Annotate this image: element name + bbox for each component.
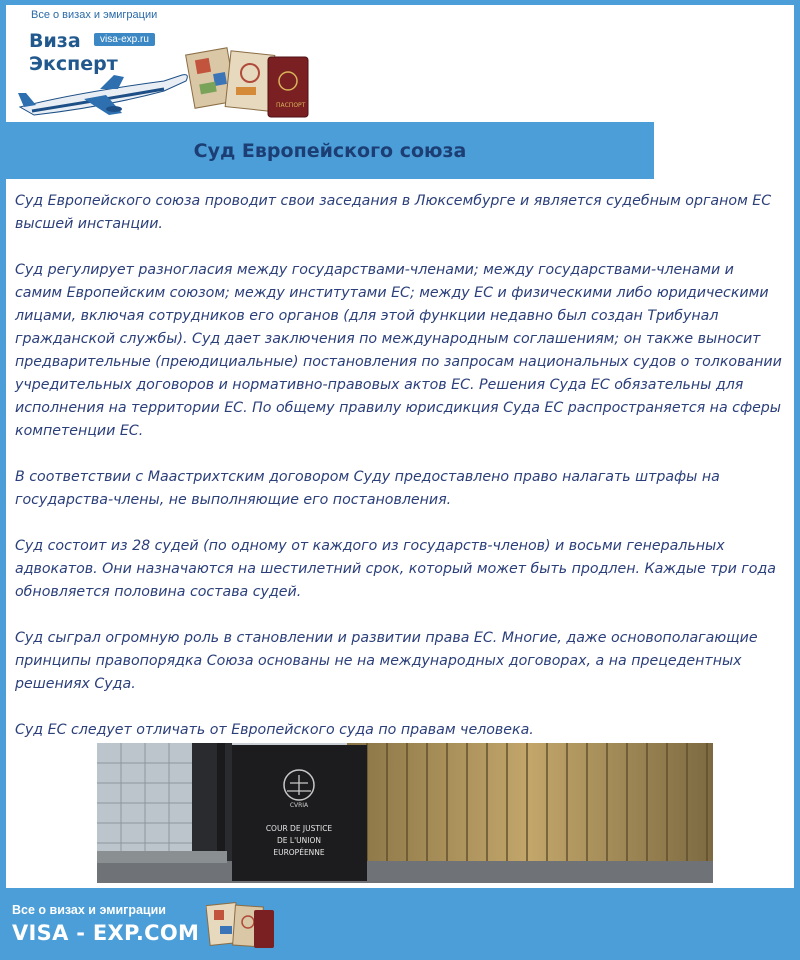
page-title: Суд Европейского союза	[193, 139, 467, 162]
sign-line-2: DE L'UNION	[277, 836, 321, 845]
logo-word-visa: Виза	[29, 30, 81, 52]
footer-tagline: Все о визах и эмиграции	[12, 903, 166, 917]
article-paragraph: Суд сыграл огромную роль в становлении и развитии права ЕС. Многие, даже основополагающие принципы правопорядка Союза основаны не на международных договорах, а на прецедентных решениях Суда.	[15, 630, 758, 692]
sign-line-3: EUROPÉENNE	[273, 848, 325, 857]
logo-word-expert: Эксперт	[29, 53, 118, 75]
footer-domain-link[interactable]: VISA - EXP.COM	[12, 921, 200, 945]
article-paragraph: Суд ЕС следует отличать от Европейского суда по правам человека.	[15, 722, 534, 738]
passport-label: ПАСПОРТ	[276, 102, 306, 109]
logo-domain-badge: visa-exp.ru	[94, 33, 155, 46]
site-logo[interactable]	[14, 23, 314, 123]
article-paragraph: Суд регулирует разногласия между государствами-членами; между государствами-членами и самим Европейским союзом; между институтами ЕС; между ЕС и физическими либо юридическими лицами, включая сотрудников его органов (для этой функции недавно был создан Трибунал гражданской службы). Суд дает заключения по международным соглашениям; он также выносит предварительные (преюдициальные) постановления по запросам национальных судов о толковании учредительных договоров и нормативно-правовых актов ЕС. Решения Суда ЕС обязательны для исполнения на территории ЕС. По общему правилу юрисдикция Суда ЕС распространяется на сферы компетенции ЕС.	[15, 262, 782, 439]
passport-icon	[206, 898, 276, 954]
court-of-justice-photo	[97, 743, 713, 883]
article-paragraph: В соответствии с Маастрихтским договором Суду предоставлено право налагать штрафы на государства-члены, не выполняющие его постановления.	[15, 469, 720, 508]
article-paragraph: Суд состоит из 28 судей (по одному от каждого из государств-членов) и восьми генеральных адвокатов. Они назначаются на шестилетний срок, который может быть продлен. Каждые три года обновляется половина состава судей.	[15, 538, 776, 600]
article-paragraph: Суд Европейского союза проводит свои заседания в Люксембурге и является судебным органом ЕС высшей инстанции.	[15, 193, 772, 232]
sign-emblem-text: CVRIA	[289, 802, 309, 809]
title-banner	[6, 122, 654, 179]
content-card	[6, 5, 794, 888]
sign-line-1: COUR DE JUSTICE	[265, 824, 333, 833]
header-tagline: Все о визах и эмиграции	[31, 9, 158, 21]
article-body	[15, 190, 783, 765]
footer-banner	[0, 888, 800, 960]
